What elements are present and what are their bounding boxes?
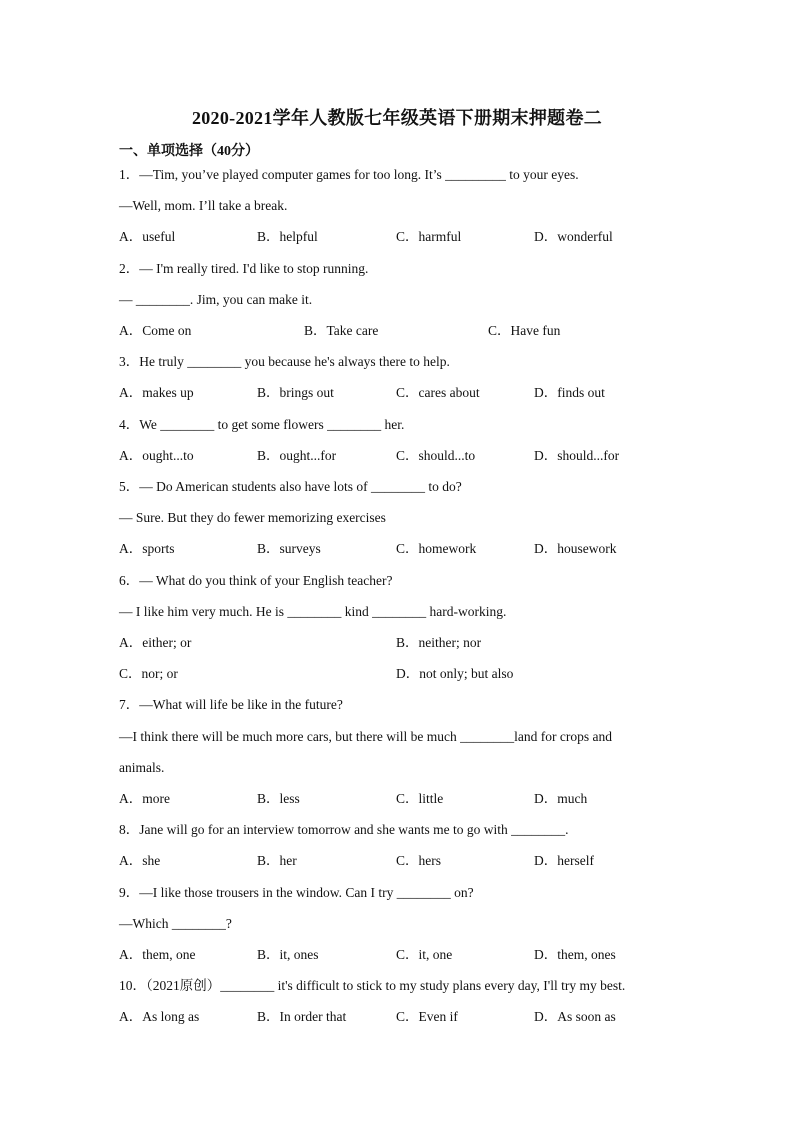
q9-line2: —Which ________? [119, 916, 232, 931]
section-heading: 一、单项选择（40分） [119, 144, 259, 159]
q7-option-b[interactable]: B．less [257, 791, 300, 806]
q2-option-b[interactable]: B．Take care [304, 323, 379, 338]
q1-option-c[interactable]: C．harmful [396, 229, 462, 244]
q2-line2: — ________. Jim, you can make it. [119, 292, 313, 307]
q4-option-b[interactable]: B．ought...for [257, 448, 337, 463]
q5-option-a[interactable]: A．sports [119, 541, 175, 556]
q3-stem: 3．He truly ________ you because he's always there to help. [119, 354, 450, 369]
q7-option-c[interactable]: C．little [396, 791, 444, 806]
q8-option-a[interactable]: A．she [119, 853, 161, 868]
q5-stem: 5．— Do American students also have lots of ________ to do? [119, 479, 462, 494]
q4-option-d[interactable]: D．should...for [534, 448, 620, 463]
q8-option-c[interactable]: C．hers [396, 853, 441, 868]
q4-stem: 4．We ________ to get some flowers ________ her. [119, 417, 405, 432]
q6-option-d[interactable]: D．not only; but also [396, 666, 514, 681]
page-title: 2020-2021学年人教版七年级英语下册期末押题卷二 [191, 108, 603, 128]
q4-option-a[interactable]: A．ought...to [119, 448, 194, 463]
q10-option-a[interactable]: A．As long as [119, 1009, 200, 1024]
q6-option-a[interactable]: A．either; or [119, 635, 192, 650]
q10-option-c[interactable]: C．Even if [396, 1009, 458, 1024]
q6-option-c[interactable]: C．nor; or [119, 666, 178, 681]
q9-option-d[interactable]: D．them, ones [534, 947, 616, 962]
q7-line3: animals. [119, 760, 165, 775]
q6-stem: 6．— What do you think of your English teacher? [119, 573, 393, 588]
q7-line2: —I think there will be much more cars, but there will be much ________land for crops and [119, 729, 612, 744]
q1-line2: —Well, mom. I’ll take a break. [119, 198, 288, 213]
q9-option-c[interactable]: C．it, one [396, 947, 453, 962]
q7-stem: 7．—What will life be like in the future? [119, 697, 343, 712]
q1-option-d[interactable]: D．wonderful [534, 229, 613, 244]
q3-option-d[interactable]: D．finds out [534, 385, 605, 400]
q2-option-c[interactable]: C．Have fun [488, 323, 561, 338]
q6-option-b[interactable]: B．neither; nor [396, 635, 482, 650]
q1-option-b[interactable]: B．helpful [257, 229, 318, 244]
q8-option-d[interactable]: D．herself [534, 853, 594, 868]
q5-line2: — Sure. But they do fewer memorizing exercises [119, 510, 386, 525]
q6-line2: — I like him very much. He is ________ kind ________ hard-working. [119, 604, 507, 619]
q3-option-a[interactable]: A．makes up [119, 385, 194, 400]
q10-stem: 10．（2021原创）________ it's difficult to stick to my study plans every day, I'll try my best. [119, 978, 626, 993]
q5-option-b[interactable]: B．surveys [257, 541, 321, 556]
q4-option-c[interactable]: C．should...to [396, 448, 476, 463]
q1-option-a[interactable]: A．useful [119, 229, 176, 244]
q10-option-d[interactable]: D．As soon as [534, 1009, 616, 1024]
q9-stem: 9．—I like those trousers in the window. Can I try ________ on? [119, 885, 474, 900]
q3-option-c[interactable]: C．cares about [396, 385, 480, 400]
q1-stem: 1．—Tim, you’ve played computer games for too long. It’s _________ to your eyes. [119, 167, 579, 182]
q5-option-d[interactable]: D．housework [534, 541, 617, 556]
q9-option-a[interactable]: A．them, one [119, 947, 196, 962]
q9-option-b[interactable]: B．it, ones [257, 947, 319, 962]
q2-stem: 2．— I'm really tired. I'd like to stop running. [119, 261, 369, 276]
q8-option-b[interactable]: B．her [257, 853, 297, 868]
q5-option-c[interactable]: C．homework [396, 541, 477, 556]
q7-option-d[interactable]: D．much [534, 791, 588, 806]
q2-option-a[interactable]: A．Come on [119, 323, 192, 338]
q7-option-a[interactable]: A．more [119, 791, 170, 806]
q8-stem: 8．Jane will go for an interview tomorrow and she wants me to go with ________. [119, 822, 569, 837]
q10-option-b[interactable]: B．In order that [257, 1009, 347, 1024]
q3-option-b[interactable]: B．brings out [257, 385, 334, 400]
